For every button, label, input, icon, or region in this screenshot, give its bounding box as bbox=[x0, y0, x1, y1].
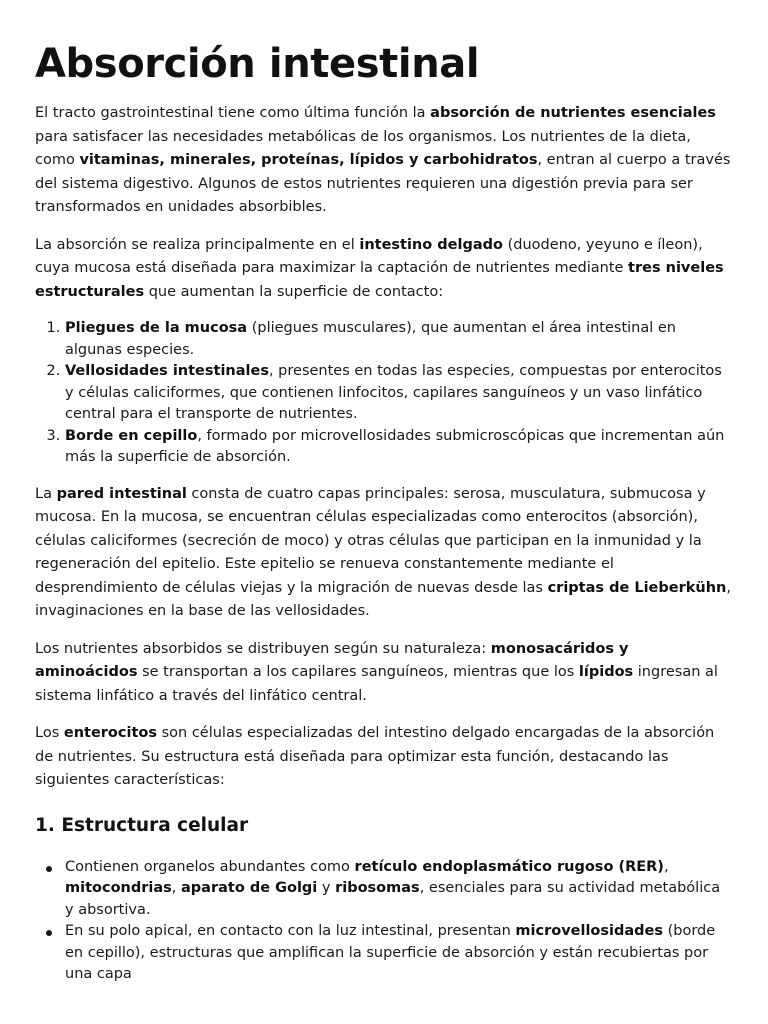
text-span: Los bbox=[35, 725, 64, 741]
text-span: (borde en cepillo), estructuras que amplifican la superficie de absorción y están recubiertas por una capa bbox=[65, 923, 716, 982]
text-span: para satisfacer las necesidades metabólicas de los organismos. Los nutrientes de la dieta, como bbox=[35, 128, 691, 168]
bold-term: ribosomas bbox=[335, 880, 420, 896]
intro-paragraph bbox=[35, 102, 732, 220]
text-span: (pliegues musculares), que aumentan el área intestinal en algunas especies. bbox=[65, 320, 676, 358]
text-span: y bbox=[317, 880, 336, 896]
bullet-icon bbox=[46, 930, 52, 936]
bold-term: mitocondrias bbox=[65, 880, 172, 896]
text-span: La absorción se realiza principalmente en el bbox=[35, 236, 360, 253]
text-span: , entran al cuerpo a través del sistema digestivo. Algunos de estos nutrientes requieren una digestión previa para ser transformados en unidades absorbibles. bbox=[35, 152, 731, 215]
bold-term: retículo endoplasmático rugoso (RER) bbox=[354, 858, 664, 875]
text-span: se transportan a los capilares sanguíneos, mientras que los bbox=[137, 664, 579, 680]
text-span: Los nutrientes absorbidos se distribuyen según su naturaleza: bbox=[35, 640, 491, 657]
bold-term: intestino delgado bbox=[359, 236, 503, 253]
text-span: , presentes en todas las especies, compuestas por enterocitos y células caliciformes, que contienen linfocitos, capilares sanguíneos y un vaso linfático central para el transporte de nutrientes. bbox=[65, 363, 722, 422]
nutrient-distribution-paragraph bbox=[35, 638, 732, 709]
list-item bbox=[65, 318, 732, 361]
text-span: que aumentan la superficie de contacto: bbox=[144, 283, 444, 300]
structural-levels-list bbox=[35, 318, 732, 469]
bold-term: Pliegues de la mucosa bbox=[65, 320, 248, 336]
bold-term: aparato de Golgi bbox=[181, 880, 318, 896]
bold-term: criptas de Lieberkühn bbox=[547, 579, 727, 596]
text-span: consta de cuatro capas principales: serosa, musculatura, submucosa y mucosa. En la mucosa, se encuentran células especializadas como enterocitos (absorción), células caliciformes (secreción de moco) y otras células que participan en la inmunidad y la regeneración del epitelio. Este epitelio se renueva constantemente mediante el desprendimiento de células viejas y la migración de nuevas desde las bbox=[35, 485, 706, 596]
bold-term: microvellosidades bbox=[515, 923, 663, 939]
list-item bbox=[65, 426, 732, 469]
bold-term: Vellosidades intestinales bbox=[65, 363, 269, 379]
bold-term: pared intestinal bbox=[56, 485, 187, 502]
text-span: , esenciales para su actividad metabólica y absortiva. bbox=[65, 880, 721, 918]
list-item bbox=[65, 361, 732, 426]
bold-term: absorción de nutrientes esenciales bbox=[430, 105, 716, 121]
enterocytes-paragraph bbox=[35, 722, 732, 793]
text-span: (duodeno, yeyuno e íleon), cuya mucosa está diseñada para maximizar la captación de nutrientes mediante bbox=[35, 236, 703, 276]
bold-term: lípidos bbox=[578, 664, 634, 680]
text-span: , invaginaciones en la base de las vellosidades. bbox=[35, 579, 731, 619]
text-span: En su polo apical, en contacto con la luz intestinal, presentan bbox=[65, 923, 516, 939]
list-item bbox=[65, 857, 732, 922]
text-span: , bbox=[171, 880, 181, 896]
bold-term: tres niveles estructurales bbox=[35, 260, 724, 300]
bold-term: vitaminas, minerales, proteínas, lípidos y carbohidratos bbox=[79, 152, 538, 168]
text-span: Contienen organelos abundantes como bbox=[65, 858, 355, 875]
intestinal-wall-paragraph bbox=[35, 483, 732, 624]
text-span: , bbox=[663, 858, 669, 875]
text-span: , formado por microvellosidades submicroscópicas que incrementan aún más la superficie de absorción. bbox=[65, 427, 725, 465]
bold-term: monosacáridos y aminoácidos bbox=[35, 640, 629, 680]
text-span: ingresan al sistema linfático a través del linfático central. bbox=[35, 664, 718, 704]
text-span: La bbox=[35, 485, 57, 502]
bullet-icon bbox=[46, 866, 52, 872]
text-span: son células especializadas del intestino delgado encargadas de la absorción de nutrientes. Su estructura está diseñada para optimizar esta función, destacando las siguientes características: bbox=[35, 725, 715, 788]
absorption-paragraph bbox=[35, 234, 732, 305]
text-span: El tracto gastrointestinal tiene como última función la bbox=[35, 105, 431, 121]
bold-term: Borde en cepillo bbox=[65, 427, 198, 444]
page-title: Absorción intestinal bbox=[35, 41, 480, 87]
bold-term: enterocitos bbox=[63, 725, 157, 741]
section-heading: 1. Estructura celular bbox=[35, 814, 249, 836]
list-item bbox=[65, 921, 732, 986]
cell-structure-list bbox=[35, 857, 732, 986]
